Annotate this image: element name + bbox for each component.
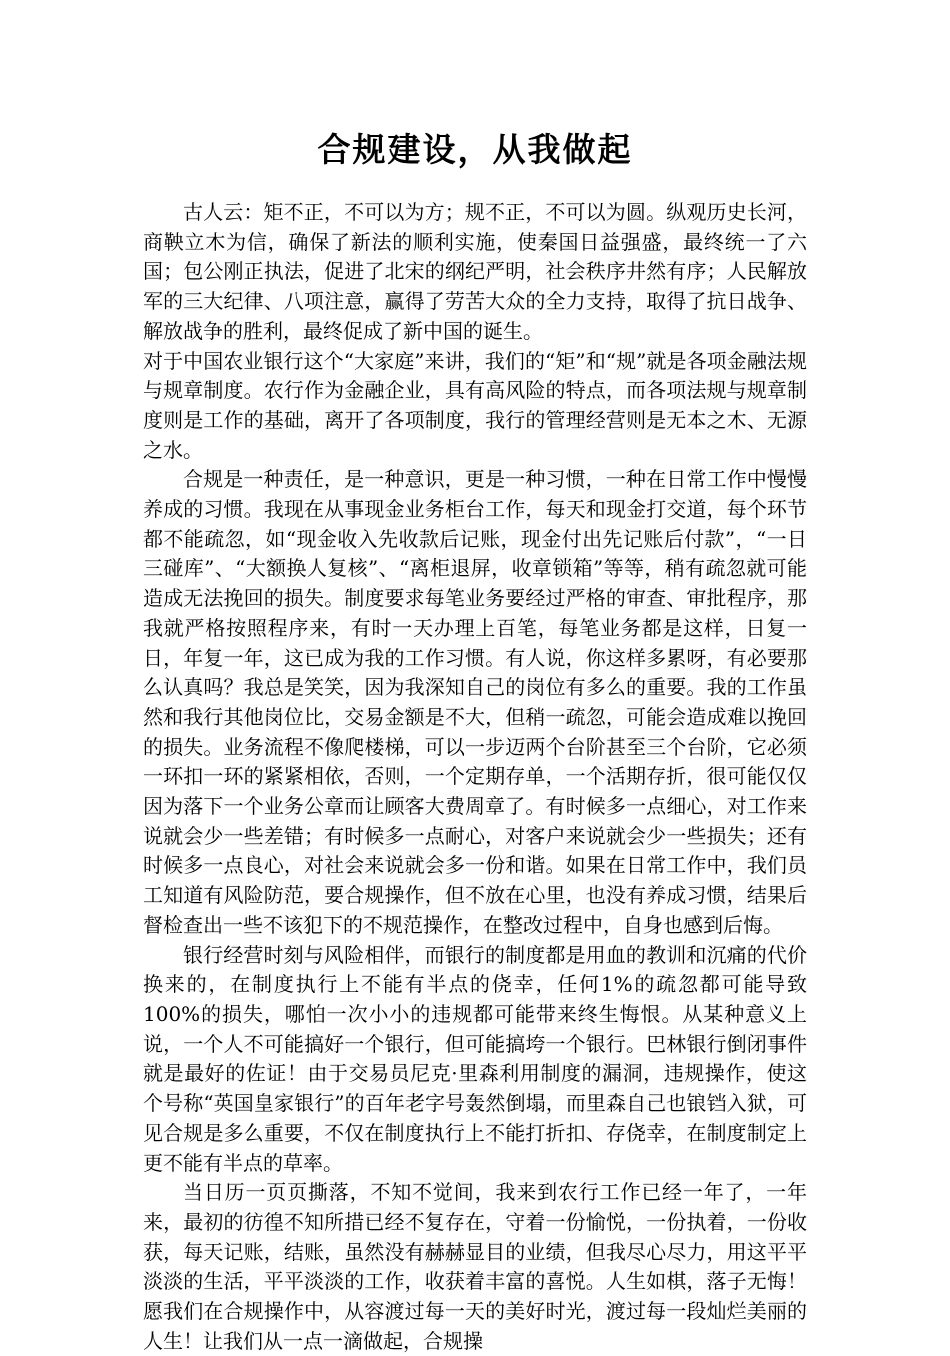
paragraph-2: 对于中国农业银行这个“大家庭”来讲，我们的“矩”和“规”就是各项金融法规与规章制度。农行作为金融企业，具有高风险的特点，而各项法规与规章制度则是工作的基础，离开了各项制度，我行的管理经营则是无本之木、无源之水。 — [143, 348, 807, 462]
paragraph-5: 当日历一页页撕落，不知不觉间，我来到农行工作已经一年了，一年来，最初的彷徨不知所措已经不复存在，守着一份愉悦，一份执着，一份收获，每天记账，结账，虽然没有赫赫显目的业绩，但我尽心尽力，用这平平淡淡的生活，平平淡淡的工作，收获着丰富的喜悦。人生如棋，落子无悔！愿我们在合规操作中，从容渡过每一天的美好时光，渡过每一段灿烂美丽的人生！让我们从一点一滴做起，合规操 — [143, 1180, 807, 1353]
document-title: 合规建设，从我做起 — [317, 130, 633, 169]
document-body — [143, 198, 807, 1356]
paragraph-3: 合规是一种责任，是一种意识，更是一种习惯，一种在日常工作中慢慢养成的习惯。我现在从事现金业务柜台工作，每天和现金打交道，每个环节都不能疏忽，如“现金收入先收款后记账，现金付出先记账后付款”，“一日三碰库”、“大额换人复核”、“离柜退屏，收章锁箱”等等，稍有疏忽就可能造成无法挽回的损失。制度要求每笔业务要经过严格的审查、审批程序，那我就严格按照程序来，有时一天办理上百笔，每笔业务都是这样，日复一日，年复一年，这已成为我的工作习惯。有人说，你这样多累呀，有必要那么认真吗？我总是笑笑，因为我深知自己的岗位有多么的重要。我的工作虽然和我行其他岗位比，交易金额是不大，但稍一疏忽，可能会造成难以挽回的损失。业务流程不像爬楼梯，可以一步迈两个台阶甚至三个台阶，它必须一环扣一环的紧紧相依，否则，一个定期存单，一个活期存折，很可能仅仅因为落下一个业务公章而让顾客大费周章了。有时候多一点细心，对工作来说就会少一些差错；有时候多一点耐心，对客户来说就会少一些损失；还有时候多一点良心，对社会来说就会多一份和谐。如果在日常工作中，我们员工知道有风险防范，要合规操作，但不放在心里，也没有养成习惯，结果后督检查出一些不该犯下的不规范操作，在整改过程中，自身也感到后悔。 — [143, 467, 807, 937]
paragraph-1: 古人云：矩不正，不可以为方；规不正，不可以为圆。纵观历史长河，商鞅立木为信，确保了新法的顺利实施，使秦国日益强盛，最终统一了六国；包公刚正执法，促进了北宋的纲纪严明，社会秩序井然有序；人民解放军的三大纪律、八项注意，赢得了劳苦大众的全力支持，取得了抗日战争、解放战争的胜利，最终促成了新中国的诞生。 — [143, 200, 807, 343]
paragraph-4: 银行经营时刻与风险相伴，而银行的制度都是用血的教训和沉痛的代价换来的，在制度执行上不能有半点的侥幸，任何1%的疏忽都可能导致100%的损失，哪怕一次小小的违规都可能带来终生悔恨。从某种意义上说，一个人不可能搞好一个银行，但可能搞垮一个银行。巴林银行倒闭事件就是最好的佐证！由于交易员尼克·里森利用制度的漏洞，违规操作，使这个号称“英国皇家银行”的百年老字号轰然倒塌，而里森自己也锒铛入狱，可见合规是多么重要，不仅在制度执行上不能打折扣、存侥幸，在制度制定上更不能有半点的草率。 — [143, 942, 807, 1175]
